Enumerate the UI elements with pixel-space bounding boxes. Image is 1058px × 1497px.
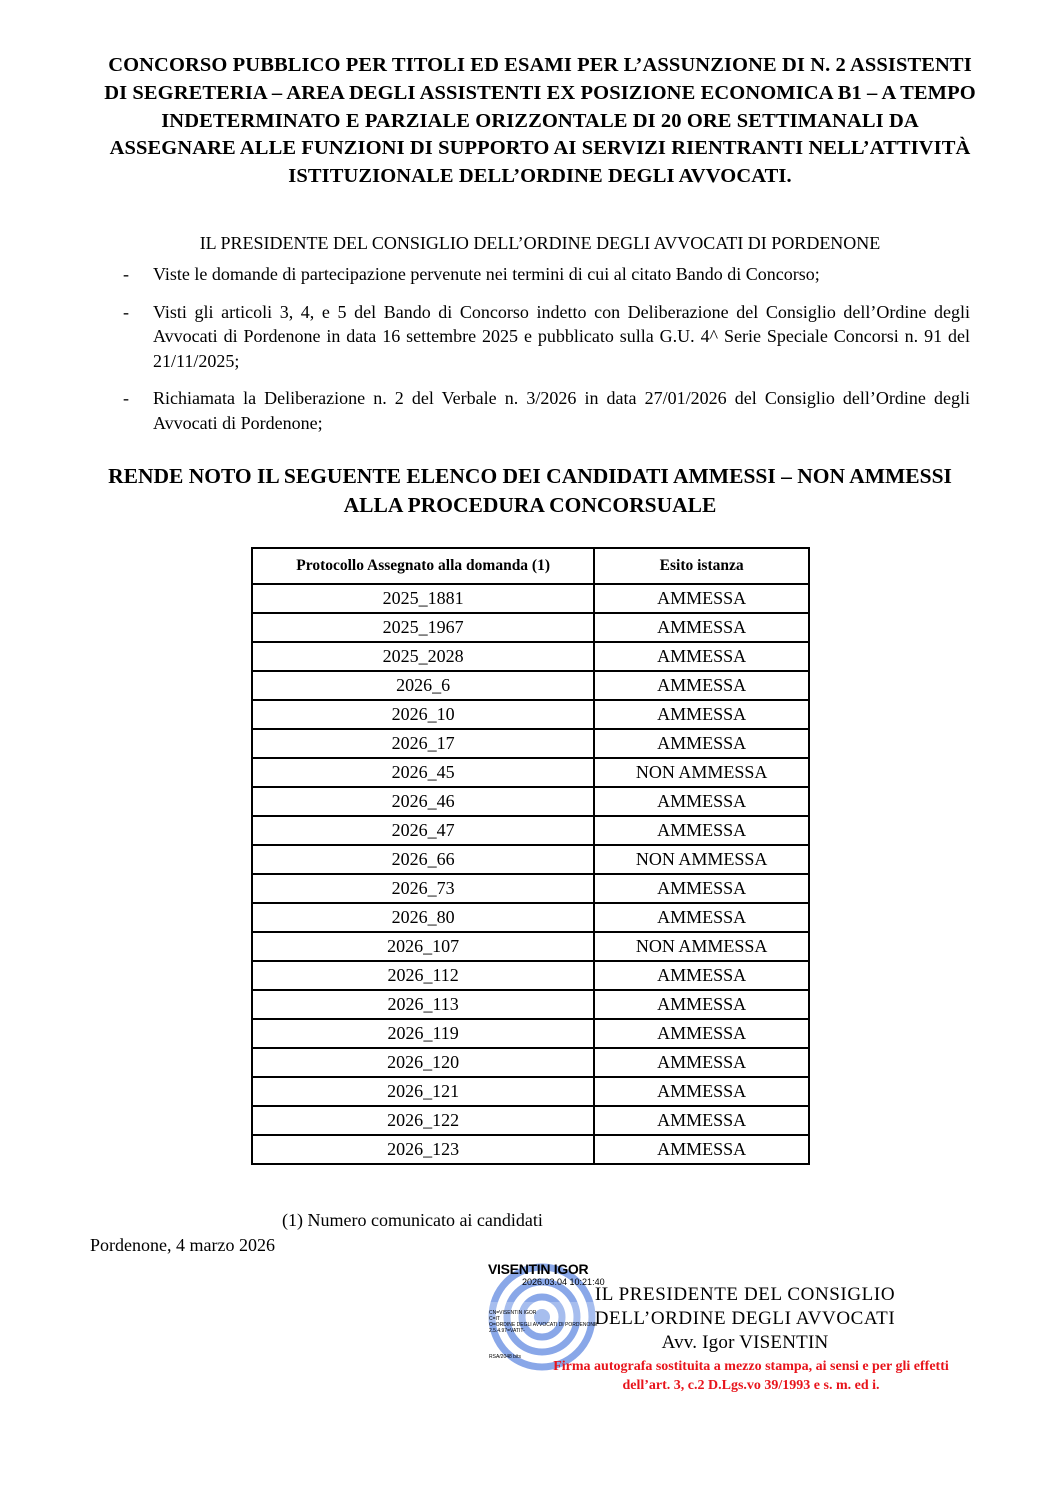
- outcome-cell: AMMESSA: [594, 903, 809, 932]
- protocol-cell: 2026_80: [252, 903, 594, 932]
- signature-block: [530, 1283, 960, 1355]
- outcome-cell: AMMESSA: [594, 1019, 809, 1048]
- president-intro: IL PRESIDENTE DEL CONSIGLIO DELL’ORDINE DEGLI AVVOCATI DI PORDENONE: [199, 233, 881, 253]
- protocol-cell: 2026_121: [252, 1077, 594, 1106]
- premise-item: [118, 300, 970, 374]
- table-row: [252, 584, 809, 613]
- protocol-cell: 2026_6: [252, 671, 594, 700]
- table-row: [252, 932, 809, 961]
- outcome-cell: AMMESSA: [594, 816, 809, 845]
- outcome-cell: AMMESSA: [594, 671, 809, 700]
- stamp-detail: 2.5.4.97=VATIT-: [489, 1328, 525, 1334]
- outcome-cell: NON AMMESSA: [594, 932, 809, 961]
- outcome-cell: NON AMMESSA: [594, 758, 809, 787]
- table-row: [252, 642, 809, 671]
- outcome-cell: AMMESSA: [594, 584, 809, 613]
- protocol-cell: 2026_47: [252, 816, 594, 845]
- outcome-cell: AMMESSA: [594, 1135, 809, 1164]
- table-row: [252, 1135, 809, 1164]
- stamp-footer: RSA/2048 bits: [489, 1354, 521, 1360]
- protocol-cell: 2026_112: [252, 961, 594, 990]
- outcome-cell: AMMESSA: [594, 1048, 809, 1077]
- outcome-cell: AMMESSA: [594, 642, 809, 671]
- premises-list: [118, 262, 970, 448]
- table-row: [252, 1048, 809, 1077]
- premise-text: Visti gli articoli 3, 4, e 5 del Bando di Concorso indetto con Deliberazione del Consiglio dell’Ordine degli Avvocati di Pordenone in data 16 settembre 2025 e pubblicato sulla G.U. 4^ Serie Speciale Concorsi n. 91 del 21/11/2025;: [153, 301, 970, 371]
- column-header-protocol: Protocollo Assegnato alla domanda (1): [252, 548, 594, 584]
- table-row: [252, 1019, 809, 1048]
- protocol-cell: 2026_73: [252, 874, 594, 903]
- protocol-cell: 2026_113: [252, 990, 594, 1019]
- table-row: [252, 990, 809, 1019]
- protocol-cell: 2026_46: [252, 787, 594, 816]
- table-row: [252, 787, 809, 816]
- legal-note-line-2: dell’art. 3, c.2 D.Lgs.vo 39/1993 e s. m. ed i.: [622, 1378, 880, 1393]
- premise-text: Richiamata la Deliberazione n. 2 del Verbale n. 3/2026 in data 27/01/2026 del Consiglio dell’Ordine degli Avvocati di Pordenone;: [153, 388, 970, 433]
- stamp-detail: CN=VISENTIN IGOR: [489, 1310, 537, 1316]
- signature-line-1: IL PRESIDENTE DEL CONSIGLIO: [594, 1284, 896, 1305]
- premise-item: [118, 386, 970, 435]
- protocol-cell: 2026_66: [252, 845, 594, 874]
- outcome-cell: NON AMMESSA: [594, 845, 809, 874]
- section-heading: RENDE NOTO IL SEGUENTE ELENCO DEI CANDIDATI AMMESSI – NON AMMESSI ALLA PROCEDURA CONCORSUALE: [108, 464, 952, 517]
- protocol-cell: 2026_107: [252, 932, 594, 961]
- protocol-cell: 2026_123: [252, 1135, 594, 1164]
- protocol-cell: 2026_45: [252, 758, 594, 787]
- premise-text: Viste le domande di partecipazione pervenute nei termini di cui al citato Bando di Concorso;: [153, 264, 820, 284]
- premise-item: [118, 262, 970, 287]
- table-row: [252, 613, 809, 642]
- table-header-row: [252, 548, 809, 584]
- outcome-cell: AMMESSA: [594, 1106, 809, 1135]
- protocol-cell: 2025_1967: [252, 613, 594, 642]
- protocol-cell: 2026_10: [252, 700, 594, 729]
- bullet-dash: -: [123, 301, 129, 322]
- outcome-cell: AMMESSA: [594, 990, 809, 1019]
- table-row: [252, 961, 809, 990]
- outcome-cell: AMMESSA: [594, 961, 809, 990]
- protocol-cell: 2026_17: [252, 729, 594, 758]
- table-footnote: (1) Numero comunicato ai candidati: [282, 1210, 543, 1230]
- table-body: [252, 584, 809, 1164]
- document-title: CONCORSO PUBBLICO PER TITOLI ED ESAMI PER L’ASSUNZIONE DI N. 2 ASSISTENTI DI SEGRETERIA – AREA DEGLI ASSISTENTI EX POSIZIONE ECONOMICA B1 – A TEMPO INDETERMINATO E PARZIALE ORIZZONTALE DI 20 ORE SETTIMANALI DA ASSEGNARE ALLE FUNZIONI DI SUPPORTO AI SERVIZI RIENTRANTI NELL’ATTIVITÀ ISTITUZIONALE DELL’ORDINE DEGLI AVVOCATI.: [104, 54, 976, 188]
- stamp-detail: O=ORDINE DEGLI AVVOCATI DI PORDENONE: [489, 1322, 598, 1328]
- table-row: [252, 874, 809, 903]
- table-row: [252, 903, 809, 932]
- table-row: [252, 1106, 809, 1135]
- signature-name: Avv. Igor VISENTIN: [661, 1332, 829, 1353]
- protocol-cell: 2026_119: [252, 1019, 594, 1048]
- protocol-cell: 2026_120: [252, 1048, 594, 1077]
- place-date: Pordenone, 4 marzo 2026: [90, 1235, 275, 1255]
- stamp-detail: C=IT: [489, 1316, 500, 1322]
- table-row: [252, 671, 809, 700]
- outcome-cell: AMMESSA: [594, 787, 809, 816]
- column-header-outcome: Esito istanza: [594, 548, 809, 584]
- bullet-dash: -: [123, 388, 129, 408]
- table-row: [252, 845, 809, 874]
- table-row: [252, 700, 809, 729]
- candidates-table: [251, 547, 810, 1165]
- outcome-cell: AMMESSA: [594, 700, 809, 729]
- protocol-cell: 2025_1881: [252, 584, 594, 613]
- table-row: [252, 1077, 809, 1106]
- legal-note-line-1: Firma autografa sostituita a mezzo stampa, ai sensi e per gli effetti: [553, 1359, 949, 1374]
- table-row: [252, 816, 809, 845]
- signature-line-2: DELL’ORDINE DEGLI AVVOCATI: [594, 1308, 896, 1329]
- stamp-timestamp: 2026.03.04 10:21:40: [522, 1277, 605, 1287]
- legal-note: [535, 1357, 967, 1395]
- protocol-cell: 2025_2028: [252, 642, 594, 671]
- bullet-dash: -: [123, 264, 129, 284]
- table-row: [252, 729, 809, 758]
- outcome-cell: AMMESSA: [594, 1077, 809, 1106]
- outcome-cell: AMMESSA: [594, 729, 809, 758]
- stamp-signer-name: VISENTIN IGOR: [488, 1261, 589, 1277]
- outcome-cell: AMMESSA: [594, 613, 809, 642]
- protocol-cell: 2026_122: [252, 1106, 594, 1135]
- outcome-cell: AMMESSA: [594, 874, 809, 903]
- table-row: [252, 758, 809, 787]
